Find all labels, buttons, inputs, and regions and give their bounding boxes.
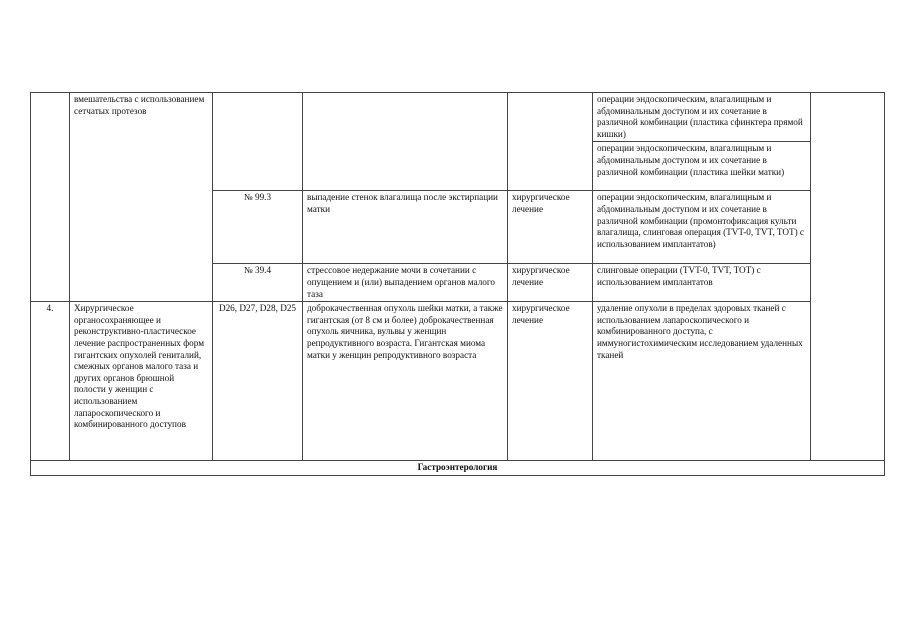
treatment-text: хирургическое лечение bbox=[512, 192, 570, 214]
cell-code bbox=[213, 191, 303, 264]
cell-model bbox=[303, 302, 508, 461]
cell-model bbox=[303, 191, 508, 264]
cell-method bbox=[593, 93, 811, 142]
code-text: D26, D27, D28, D25 bbox=[218, 303, 297, 314]
model-text: выпадение стенок влагалища после экстирпации матки bbox=[307, 192, 498, 214]
cell-method bbox=[593, 142, 811, 191]
model-text: стрессовое недержание мочи в сочетании с опущением и (или) выпадением органов малого таза bbox=[307, 265, 496, 299]
code-text: № 39.4 bbox=[243, 265, 272, 276]
cell-code bbox=[213, 93, 303, 191]
cell-num bbox=[31, 93, 70, 302]
cell-model bbox=[303, 93, 508, 191]
cell-treatment bbox=[508, 264, 593, 302]
treatment-text: хирургическое лечение bbox=[512, 303, 570, 325]
cell-num bbox=[31, 302, 70, 461]
name-text: вмешательства с использованием сетчатых протезов bbox=[74, 94, 205, 116]
cell-method bbox=[593, 302, 811, 461]
cell-cost bbox=[811, 93, 885, 461]
method-text: операции эндоскопическим, влагалищным и абдоминальным доступом и их сочетание в различной комбинации (пластика шейки матки) bbox=[597, 143, 785, 177]
model-text: доброкачественная опухоль шейки матки, а также гигантская (от 8 см и более) доброкачественная опухоль яичника, вульвы у женщин репродуктивного возраста. Гигантская миома матки у женщин репродуктивного возраста bbox=[307, 303, 503, 360]
treatment-text: хирургическое лечение bbox=[512, 265, 570, 287]
cell-name bbox=[70, 93, 213, 302]
cell-model bbox=[303, 264, 508, 302]
cell-treatment bbox=[508, 302, 593, 461]
num-text: 4. bbox=[46, 303, 54, 314]
cell-method bbox=[593, 264, 811, 302]
method-text: слинговые операции (TVT-0, TVT, TOT) с использованием имплантатов bbox=[597, 265, 761, 287]
code-text: № 99.3 bbox=[243, 192, 272, 203]
cell-code bbox=[213, 264, 303, 302]
method-text: операции эндоскопическим, влагалищным и абдоминальным доступом и их сочетание в различной комбинации (пластика сфинктера прямой кишки) bbox=[597, 94, 803, 139]
table-row bbox=[31, 302, 885, 461]
cell-treatment bbox=[508, 93, 593, 191]
section-row bbox=[31, 461, 885, 476]
section-title-text: Гастроэнтерология bbox=[417, 462, 498, 473]
cell-code bbox=[213, 302, 303, 461]
cell-name bbox=[70, 302, 213, 461]
section-title bbox=[31, 461, 885, 476]
name-text: Хирургическое органосохраняющее и реконструктивно-пластическое лечение распространенных форм гигантских опухолей гениталий, смежных органов малого таза и других органов брюшной полости у женщин с использованием лапароскопического и комбинированного доступов bbox=[74, 303, 205, 430]
cell-method bbox=[593, 191, 811, 264]
method-text: удаление опухоли в пределах здоровых тканей с использованием лапароскопического и комбинированного доступа, с иммуногистохимическим исследованием удаленных тканей bbox=[597, 303, 803, 360]
table-row bbox=[31, 93, 885, 142]
medical-care-table bbox=[30, 92, 885, 476]
cell-treatment bbox=[508, 191, 593, 264]
method-text: операции эндоскопическим, влагалищным и абдоминальным доступом и их сочетание в различной комбинации (промонтофиксация культи влагалища, слинговая операция (TVT-0, TVT, TOT) с использованием имплантатов) bbox=[597, 192, 805, 249]
